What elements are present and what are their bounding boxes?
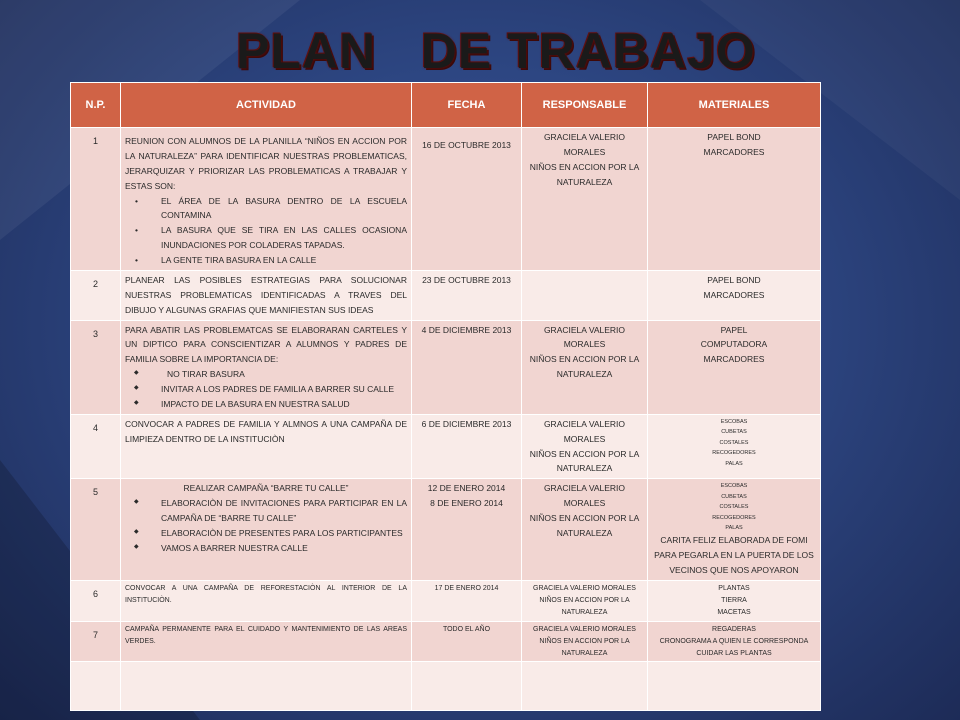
date-cell [412,621,522,662]
materials-text: COMPUTADORA [700,339,768,350]
header-activity: ACTIVIDAD [121,83,412,128]
activity-cell [121,581,412,622]
date-cell [412,128,522,271]
activity-text: CAMPAÑA PERMANENTE PARA EL CUIDADO Y MANTENIMIENTO DE LAS AREAS VERDES. [125,625,407,645]
date-text: 17 DE ENERO 2014 [434,585,499,593]
materials-text: ESCOBAS [720,483,748,490]
responsible-cell [522,621,648,662]
responsible-text: GRACIELA VALERIO MORALES [543,132,626,157]
empty-cell [412,662,522,711]
responsible-text: GRACIELA VALERIO MORALES [543,483,626,509]
activity-bullet: ◆ ELABORACIÒN DE PRESENTES PARA LOS PARTICIPANTES [161,526,407,541]
date-text: 16 DE OCTUBRE 2013 [422,140,511,150]
materials-text: ESCOBAS [720,418,748,425]
activity-text: PARA ABATIR LAS PROBLEMATCAS SE ELABORARAN CARTELES Y UN DIPTICO PARA CONSCIENTIZAR A ALUMNOS Y PADRES DE FAMILIA SOBRE LA IMPORTANCIA DE: [125,324,407,365]
activity-cell [121,320,412,414]
activity-cell [121,621,412,662]
materials-text: PALAS [725,460,743,467]
date-text: 4 DE DICIEMBRE 2013 [421,324,512,335]
activity-text: CONVOCAR A PADRES DE FAMILIA Y ALMNOS A UNA CAMPAÑA DE LIMPIEZA DENTRO DE LA INSTITUCIÒN [125,418,407,444]
materials-cell [648,320,821,414]
date-text: 6 DE DICIEMBRE 2013 [421,418,512,429]
date-cell [412,320,522,414]
materials-text: CRONOGRAMA A QUIEN LE CORRESPONDA CUIDAR LAS PLANTAS [659,637,809,657]
materials-text: PAPEL BOND [707,274,761,285]
materials-text: PAPEL [720,324,748,335]
materials-cell [648,270,821,320]
table-row [71,320,821,414]
activity-bullet: ◆ ELABORACIÒN DE INVITACIONES PARA PARTICIPAR EN LA CAMPAÑA DE “BARRE TU CALLE” [161,496,407,526]
date-cell [412,270,522,320]
empty-cell [648,662,821,711]
activity-text: CONVOCAR A UNA CAMPAÑA DE REFORESTACIÒN AL INTERIOR DE LA INSTITUCIÒN. [125,585,407,604]
materials-text: MARCADORES [703,289,765,300]
responsible-cell [522,320,648,414]
materials-cell [648,621,821,662]
activity-bullet: ◆ NO TIRAR BASURA [161,367,407,382]
table-row [71,479,821,581]
responsible-text: NIÑOS EN ACCION POR LA NATURALEZA [529,354,640,380]
responsible-text: GRACIELA VALERIO MORALES [543,324,626,350]
responsible-cell [522,414,648,479]
date-text: 12 DE ENERO 2014 [427,483,506,494]
date-text: 23 DE OCTUBRE 2013 [422,274,511,285]
activity-cell [121,479,412,581]
activity-cell [121,128,412,271]
materials-cell [648,414,821,479]
responsible-cell [522,479,648,581]
materials-text: PLANTAS [718,585,750,593]
responsible-text: NIÑOS EN ACCION POR LA NATURALEZA [529,448,640,474]
row-number: 5 [71,479,121,581]
responsible-text: GRACIELA VALERIO MORALES [533,585,636,593]
materials-text: COSTALES [719,504,749,511]
date-cell [412,414,522,479]
row-number: 3 [71,320,121,414]
header-date: FECHA [412,83,522,128]
row-number: 7 [71,621,121,662]
materials-text: MARCADORES [703,354,765,365]
header-np: N.P. [71,83,121,128]
table-header-row [71,83,821,128]
date-cell [412,479,522,581]
table-row [71,128,821,271]
responsible-text: GRACIELA VALERIO MORALES [543,418,626,444]
page-title: PLAN DE TRABAJO [236,23,756,79]
activity-bullet: • LA GENTE TIRA BASURA EN LA CALLE [161,253,407,268]
materials-text: CUBETAS [721,493,747,500]
materials-text: REGADERAS [712,625,756,633]
activity-text: REUNION CON ALUMNOS DE LA PLANILLA “NIÑOS EN ACCION POR LA NATURALEZA” PARA IDENTIFICAR NUESTRAS PROBLEMATICAS, JERARQUIZAR Y PRIORIZAR LAS PROBLEMATICAS A TRABAJAR Y ESTAS SON: [125,136,407,191]
row-number: 6 [71,581,121,622]
materials-text: CUBETAS [721,429,747,436]
activity-bullet: • EL ÁREA DE LA BASURA DENTRO DE LA ESCUELA CONTAMINA [161,194,407,224]
activity-title: REALIZAR CAMPAÑA “BARRE TU CALLE” [183,483,349,494]
table-row [71,581,821,622]
table-row [71,270,821,320]
table-row [71,414,821,479]
responsible-text: NIÑOS EN ACCION POR LA NATURALEZA [529,513,640,538]
empty-cell [121,662,412,711]
row-number: 2 [71,270,121,320]
materials-text: TIERRA [721,596,747,604]
work-plan-table [70,82,821,711]
materials-text: RECOGEDORES [712,514,756,521]
date-cell [412,581,522,622]
activity-text: PLANEAR LAS POSIBLES ESTRATEGIAS PARA SOLUCIONAR NUESTRAS PROBLEMATICAS IDENTIFICADAS A TRAVES DEL DIBUJO Y ALGUNAS GRAFIAS QUE MANIFIESTAN SUS IDEAS [125,274,407,315]
materials-text: CARITA FELIZ ELABORADA DE FOMI PARA PEGARLA EN LA PUERTA DE LOS VECINOS QUE NOS APOYARON [654,535,814,576]
table-row [71,621,821,662]
activity-bullet: ◆ INVITAR A LOS PADRES DE FAMILIA A BARRER SU CALLE [161,382,407,397]
materials-text: MARCADORES [703,146,765,157]
header-materials: MATERIALES [648,83,821,128]
activity-bullet: • LA BASURA QUE SE TIRA EN LAS CALLES OCASIONA INUNDACIONES POR COLADERAS TAPADAS. [161,223,407,253]
materials-cell [648,128,821,271]
work-plan-table-container [70,82,820,694]
empty-cell [71,662,121,711]
materials-text: COSTALES [719,439,749,446]
row-number: 1 [71,128,121,271]
table-row-empty [71,662,821,711]
row-number: 4 [71,414,121,479]
materials-cell [648,581,821,622]
activity-cell [121,414,412,479]
responsible-text: NIÑOS EN ACCION POR LA NATURALEZA [539,637,630,657]
responsible-cell [522,270,648,320]
activity-bullet: ◆ VAMOS A BARRER NUESTRA CALLE [161,541,407,556]
materials-text: PAPEL BOND [707,132,761,142]
responsible-cell [522,128,648,271]
empty-cell [522,662,648,711]
activity-cell [121,270,412,320]
materials-text: MACETAS [717,608,751,616]
materials-text: RECOGEDORES [712,450,756,457]
responsible-text: NIÑOS EN ACCION POR LA NATURALEZA [539,596,630,616]
responsible-text: NIÑOS EN ACCION POR LA NATURALEZA [529,161,640,187]
materials-cell [648,479,821,581]
responsible-cell [522,581,648,622]
date-text: TODO EL AÑO [442,625,491,633]
header-responsible: RESPONSABLE [522,83,648,128]
responsible-text: GRACIELA VALERIO MORALES [533,625,636,633]
date-text: 8 DE ENERO 2014 [430,498,503,509]
activity-bullet: ◆ IMPACTO DE LA BASURA EN NUESTRA SALUD [161,397,407,412]
materials-text: PALAS [725,525,743,531]
